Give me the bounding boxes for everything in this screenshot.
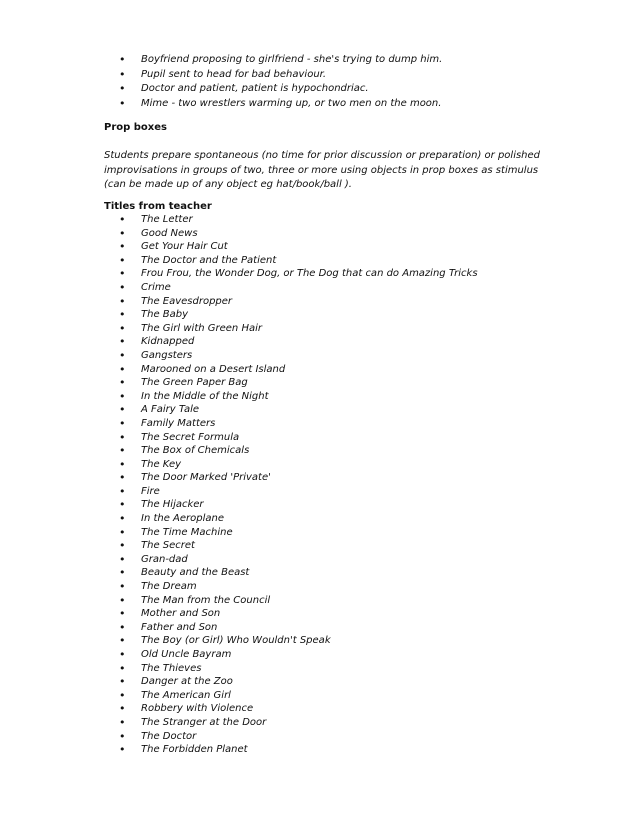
list-item: • Gangsters — [0, 349, 478, 363]
list-item: • The Man from the Council — [0, 594, 478, 608]
list-item: • A Fairy Tale — [0, 403, 478, 417]
list-item: • In the Middle of the Night — [0, 390, 478, 404]
prop-boxes-heading: Prop boxes — [104, 122, 167, 133]
list-item: • The Eavesdropper — [0, 295, 478, 309]
list-item: • Old Uncle Bayram — [0, 648, 478, 662]
titles-heading: Titles from teacher — [104, 201, 212, 212]
list-item: • Kidnapped — [0, 335, 478, 349]
list-item: • The Stranger at the Door — [0, 716, 478, 730]
list-item: • Mother and Son — [0, 607, 478, 621]
list-item: • Marooned on a Desert Island — [0, 363, 478, 377]
list-item: • Good News — [0, 227, 478, 241]
list-item: • The Girl with Green Hair — [0, 322, 478, 336]
list-item: • Beauty and the Beast — [0, 566, 478, 580]
list-item: • Frou Frou, the Wonder Dog, or The Dog that can do Amazing Tricks — [0, 267, 478, 281]
list-item: • The Time Machine — [0, 526, 478, 540]
list-item: • The Baby — [0, 308, 478, 322]
list-item: • The Letter — [0, 213, 478, 227]
list-item: • The Forbidden Planet — [0, 743, 478, 757]
prop-boxes-paragraph: Students prepare spontaneous (no time for prior discussion or preparation) or polished improvisations in groups of two, three or more using objects in prop boxes as stimulus (can be made up of any object eg hat/book/ball ). — [104, 150, 541, 190]
list-item: • Father and Son — [0, 621, 478, 635]
list-item: • In the Aeroplane — [0, 512, 478, 526]
list-item: • Robbery with Violence — [0, 702, 478, 716]
titles-list — [0, 213, 478, 757]
list-item: • The Boy (or Girl) Who Wouldn't Speak — [0, 634, 478, 648]
list-item: • Crime — [0, 281, 478, 295]
list-item: • Danger at the Zoo — [0, 675, 478, 689]
list-item: • Boyfriend proposing to girlfriend - she's trying to dump him. — [0, 53, 442, 68]
list-item: • The Thieves — [0, 662, 478, 676]
list-item: • Doctor and patient, patient is hypochondriac. — [0, 82, 442, 97]
list-item: • The Secret Formula — [0, 431, 478, 445]
list-item: • The Box of Chemicals — [0, 444, 478, 458]
list-item: • The Key — [0, 458, 478, 472]
list-item: • Mime - two wrestlers warming up, or two men on the moon. — [0, 97, 442, 112]
list-item: • Fire — [0, 485, 478, 499]
list-item: • The Green Paper Bag — [0, 376, 478, 390]
list-item: • The Doctor — [0, 730, 478, 744]
list-item: • The Secret — [0, 539, 478, 553]
list-item: • Get Your Hair Cut — [0, 240, 478, 254]
list-item: • The Doctor and the Patient — [0, 254, 478, 268]
list-item: • Family Matters — [0, 417, 478, 431]
list-item: • The Dream — [0, 580, 478, 594]
intro-list — [0, 53, 442, 111]
list-item: • The Door Marked 'Private' — [0, 471, 478, 485]
list-item: • The American Girl — [0, 689, 478, 703]
list-item: • The Hijacker — [0, 498, 478, 512]
list-item: • Gran-dad — [0, 553, 478, 567]
list-item: • Pupil sent to head for bad behaviour. — [0, 68, 442, 83]
